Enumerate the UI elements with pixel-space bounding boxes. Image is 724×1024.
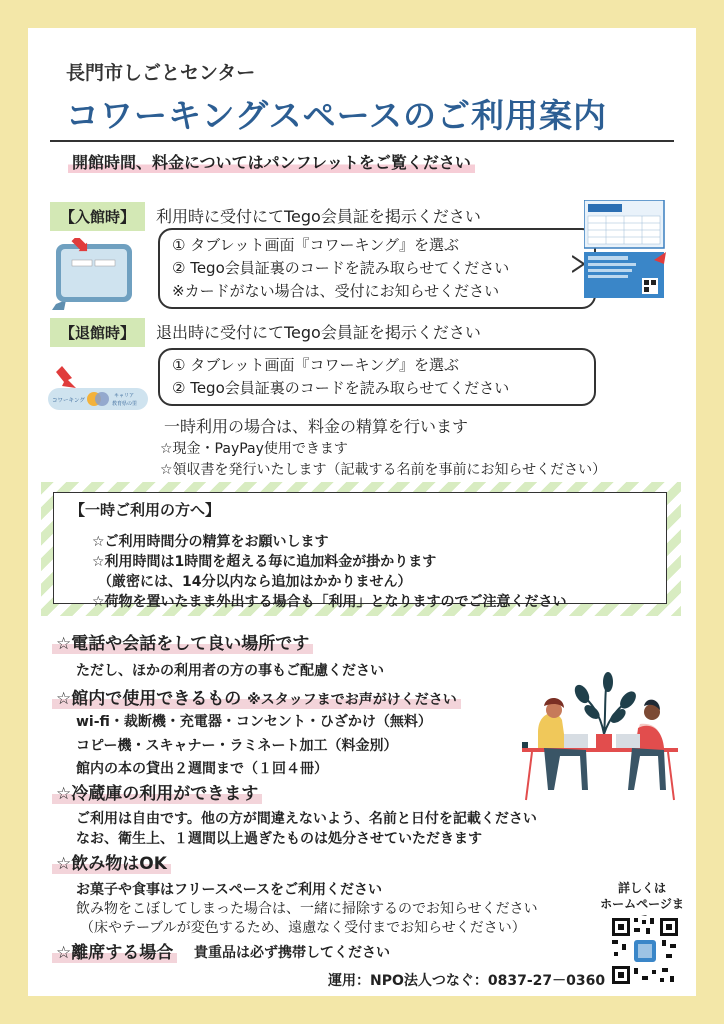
toggle-left-label: コワーキング [52,398,85,404]
homepage-qr-code[interactable] [610,916,680,986]
svg-text:教育県の里: 教育県の里 [112,401,138,407]
section-phone-line: ただし、ほかの利用者の方の事もご配慮ください [76,663,384,679]
section-equipment-title [52,684,461,709]
toggle-right-label: キャリア [114,393,135,399]
qr-caption-line: ホームページま [600,897,684,911]
temporary-use-line: ☆利用時間は1時間を超える毎に追加料金が掛かります [92,554,437,570]
section-leaving-title: ☆離席する場合 [52,938,177,963]
checkout-lead: 退出時に受付にてTego会員証を掲示ください [156,323,481,342]
section-equipment-line: コピー機・スキャナー・ラミネート加工（料金別） [76,738,398,754]
checkin-step: ① タブレット画面『コワーキング』を選ぶ [172,236,460,254]
section-equipment-line: 館内の本の貸出２週間まで（１回４冊） [76,761,328,777]
section-fridge-title: ☆冷蔵庫の利用ができます [52,779,262,804]
temporary-use-panel [41,482,681,616]
section-drinks-line: （床やテーブルが変色するため、遠慮なく受付までお知らせください） [80,920,526,936]
title-divider [50,140,674,142]
checkout-step: ① タブレット画面『コワーキング』を選ぶ [172,356,460,374]
temporary-use-box [53,492,667,610]
checkin-steps [158,228,596,309]
checkin-lead: 利用時に受付にてTego会員証を掲示ください [156,207,481,226]
section-leaving-note: 貴重品は必ず携帯してください [194,945,390,961]
section-equipment-line: wi-fi・裁断機・充電器・コンセント・ひざかけ（無料） [76,714,432,730]
coworking-illustration [520,672,680,802]
temporary-use-line: （厳密には、14分以内なら追加はかかりません） [98,574,412,590]
section-fridge-line: ご利用は自由です。他の方が間違えないよう、名前と日付を記載ください [76,811,537,827]
section-drinks-line: お菓子や食事はフリースペースをご利用ください [76,882,383,898]
temporary-use-line: ☆ご利用時間分の精算をお願いします [92,534,329,550]
temporary-use-title: 【一時ご利用の方へ】 [70,501,221,519]
tablet-illustration [50,238,136,312]
section-drinks-title: ☆飲み物はOK [52,849,171,874]
qr-caption-line: 詳しくは [617,881,666,895]
section-drinks-line: 飲み物をこぼしてしまった場合は、一緒に掃除するのでお知らせください [76,901,538,917]
checkin-step: ② Tego会員証裏のコードを読み取らせてください [172,259,510,277]
hours-notice: 開館時間、料金についてはパンフレットをご覧ください [68,150,475,173]
footer-operator: 運用：NPO法人つなぐ：0837-27－0360 [328,973,606,989]
checkin-step: ※カードがない場合は、受付にお知らせください [172,282,500,300]
section-fridge-line: なお、衛生上、１週間以上過ぎたものは処分させていただきます [76,831,482,847]
checkout-step: ② Tego会員証裏のコードを読み取らせてください [172,379,510,397]
payment-note: ☆領収書を発行いたします（記載する名前を事前にお知らせください） [160,462,607,478]
member-card-illustration [584,200,666,298]
checkout-tag: 【退館時】 [50,318,145,347]
tablet-toggle-illustration [48,366,148,412]
payment-note: ☆現金・PayPay使用できます [160,441,348,457]
payment-heading: 一時利用の場合は、料金の精算を行います [164,417,469,436]
checkout-steps [158,348,596,406]
temporary-use-line: ☆荷物を置いたまま外出する場合も「利用」となりますのでご注意ください [92,594,567,610]
section-equipment-note: ※スタッフまでお声がけください [247,692,457,708]
section-phone-title: ☆電話や会話をして良い場所です [52,629,313,654]
checkin-tag: 【入館時】 [50,202,145,231]
organization-name: 長門市しごとセンター [66,62,256,84]
flyer-page [28,28,696,996]
page-title: コワーキングスペースのご利用案内 [66,96,608,135]
section-equipment-heading: ☆館内で使用できるもの [56,689,242,709]
